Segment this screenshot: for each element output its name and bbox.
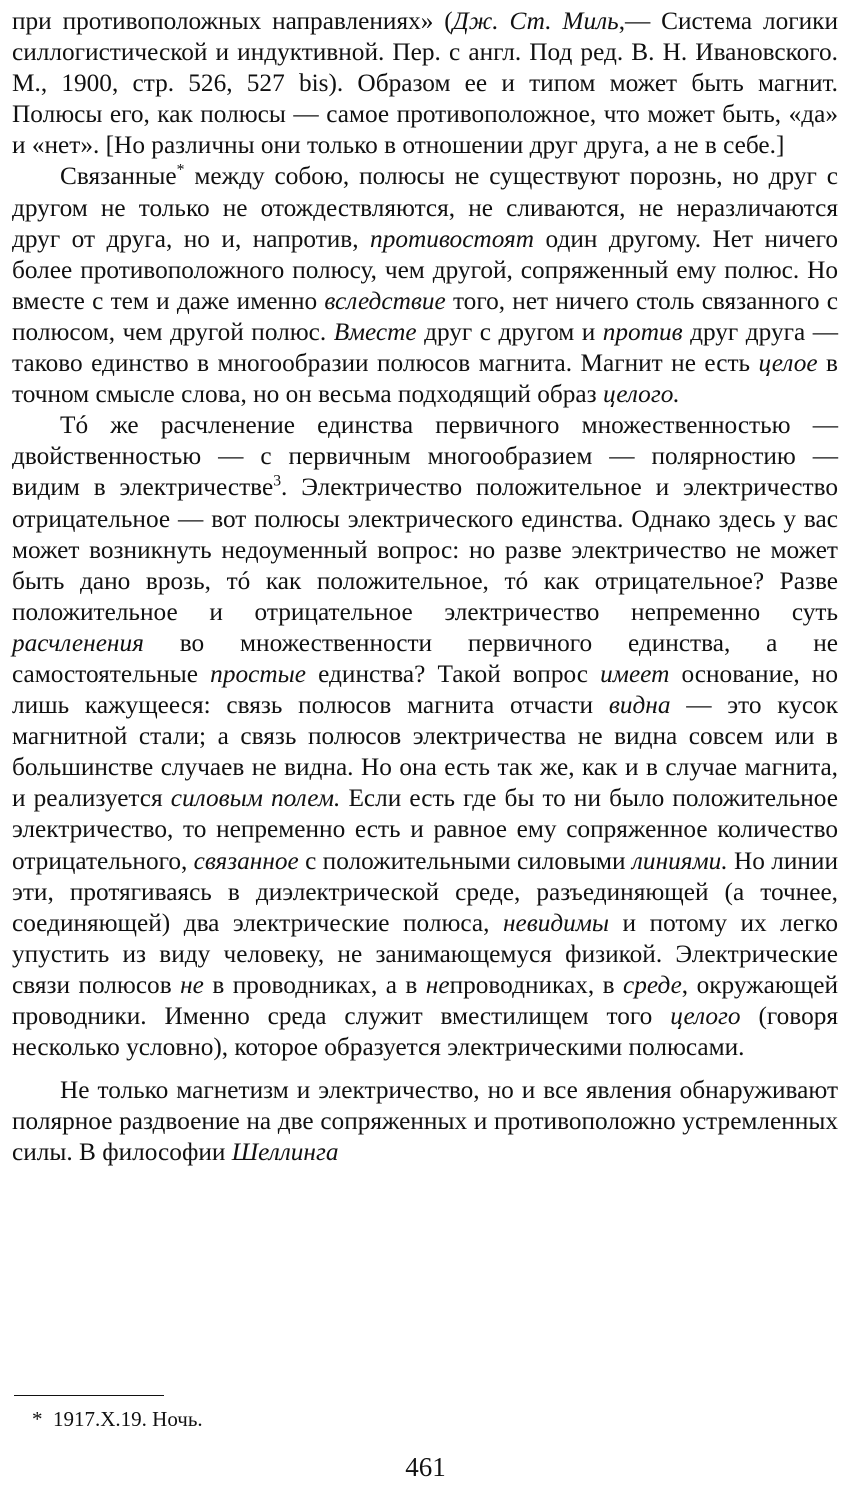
footnote	[32, 1406, 203, 1432]
page-body	[12, 6, 838, 1168]
text-run: Но линии эти, протягиваясь в диэлектрической среде, разъединяющей (а точнее, соединяющей) два электрические полюса,	[12, 846, 838, 937]
text-run: в точном смысле слова, но он весьма подходящий образ	[12, 349, 838, 409]
text-run: ,— Система логики силлогистической и индуктивной. Пер. с англ. Под ред. В. Н. Ивановского. М., 1900, стр. 526, 527 bis). Образом ее и типом может быть магнит. Полюсы его, как полюсы — самое противоположное, что может быть, «да» и «нет». [Но различны они только в отношении друг друга, а не в себе.]	[12, 7, 838, 160]
paragraph-3	[12, 410, 838, 1063]
italic-text: связанное	[193, 846, 299, 875]
paragraph-2	[12, 161, 838, 410]
italic-text: невидимы	[502, 908, 610, 937]
footnote-divider	[14, 1395, 164, 1396]
italic-text: против	[602, 317, 683, 346]
text-run: — это кусок магнитной стали; а связь полюсов электричества не видна совсем или в большинстве случаев не видна. Но она есть так же, как и в случае магнита, и реализуется	[12, 691, 838, 813]
italic-text: видна	[608, 691, 671, 720]
text-run: проводниках, в	[449, 970, 623, 999]
italic-text: линиями.	[631, 846, 728, 875]
text-run: с положительными силовыми	[298, 846, 632, 875]
text-run: между собою, полюсы не существуют порознь, но друг с другом не только не отождествляются, не сливаются, не неразличаются друг от друга, но и, напротив,	[12, 162, 838, 253]
italic-text: вследствие	[324, 286, 446, 315]
italic-text: силовым полем.	[170, 784, 341, 813]
text-run: (говоря несколько условно), которое образуется электрическими полюсами.	[12, 1002, 838, 1062]
italic-text: Вместе	[333, 317, 417, 346]
text-run: один другому. Нет ничего более противоположного полюсу, чем другой, сопряженный ему полюс. Но вместе с тем и даже именно	[12, 224, 838, 315]
italic-text: среде	[622, 970, 682, 999]
text-run: Не только магнетизм и электричество, но и все явления обнаруживают полярное раздвоение на две сопряженных и противоположно устремленных силы. В философии	[12, 1076, 838, 1167]
italic-text: не	[425, 970, 450, 999]
text-run: Связанные	[60, 162, 177, 191]
note-reference: 3	[273, 472, 282, 490]
note-reference: *	[176, 162, 185, 180]
italic-text: противостоят	[370, 224, 535, 253]
text-run: Если есть где бы то ни было положительное электричество, то непременно есть и равное ему сопряженное количество отрицательного,	[12, 784, 838, 875]
italic-text: целое	[758, 349, 818, 378]
italic-text: расчленения	[12, 628, 144, 657]
italic-text: простые	[210, 659, 306, 688]
text-run: основание, но лишь кажущееся: связь полюсов магнита отчасти	[12, 659, 838, 720]
text-run: друг с другом и	[416, 317, 603, 346]
text-run: во множественности первичного единства, а не самостоятельные	[12, 628, 838, 688]
paragraph-1	[12, 6, 838, 161]
italic-text: целого.	[602, 380, 680, 409]
text-run: того, нет ничего столь связанного с полюсом, чем другой полюс.	[12, 286, 838, 346]
text-run: при противоположных направлениях» (	[12, 7, 453, 35]
text-run: , окружающей проводники. Именно среда служит вместилищем того	[12, 970, 838, 1030]
footnote-marker: *	[32, 1407, 43, 1431]
italic-text: Дж. Ст. Миль	[452, 7, 619, 35]
text-run: друг друга — таково единство в многообразии полюсов магнита. Магнит не есть	[12, 317, 838, 378]
italic-text: целого	[670, 1002, 741, 1030]
page-number: 461	[405, 1452, 446, 1482]
italic-text: имеет	[600, 659, 670, 688]
footnote-text: 1917.X.19. Ночь.	[53, 1407, 203, 1431]
text-run: и потому их легко упустить из виду человеку, не занимающемуся физикой. Электрические связи полюсов	[12, 908, 838, 999]
text-run: . Электричество положительное и электричество отрицательное — вот полюсы электрического единства. Однако здесь у вас может возникнуть недоуменный вопрос: но разве электричество не может быть дано врозь, тó как положительное, тó как отрицательное? Разве положительное и отрицательное электричество непременно суть	[12, 473, 839, 626]
text-run: Тó же расчленение единства первичного множественностью — двойственностью — с первичным многообразием — полярностию — видим в электричестве	[12, 411, 838, 502]
italic-text: не	[180, 970, 204, 999]
text-run: в проводниках, а в	[203, 970, 426, 999]
paragraph-4	[12, 1075, 838, 1168]
text-run: единства? Такой вопрос	[305, 659, 601, 688]
italic-text: Шеллинга	[231, 1138, 339, 1167]
